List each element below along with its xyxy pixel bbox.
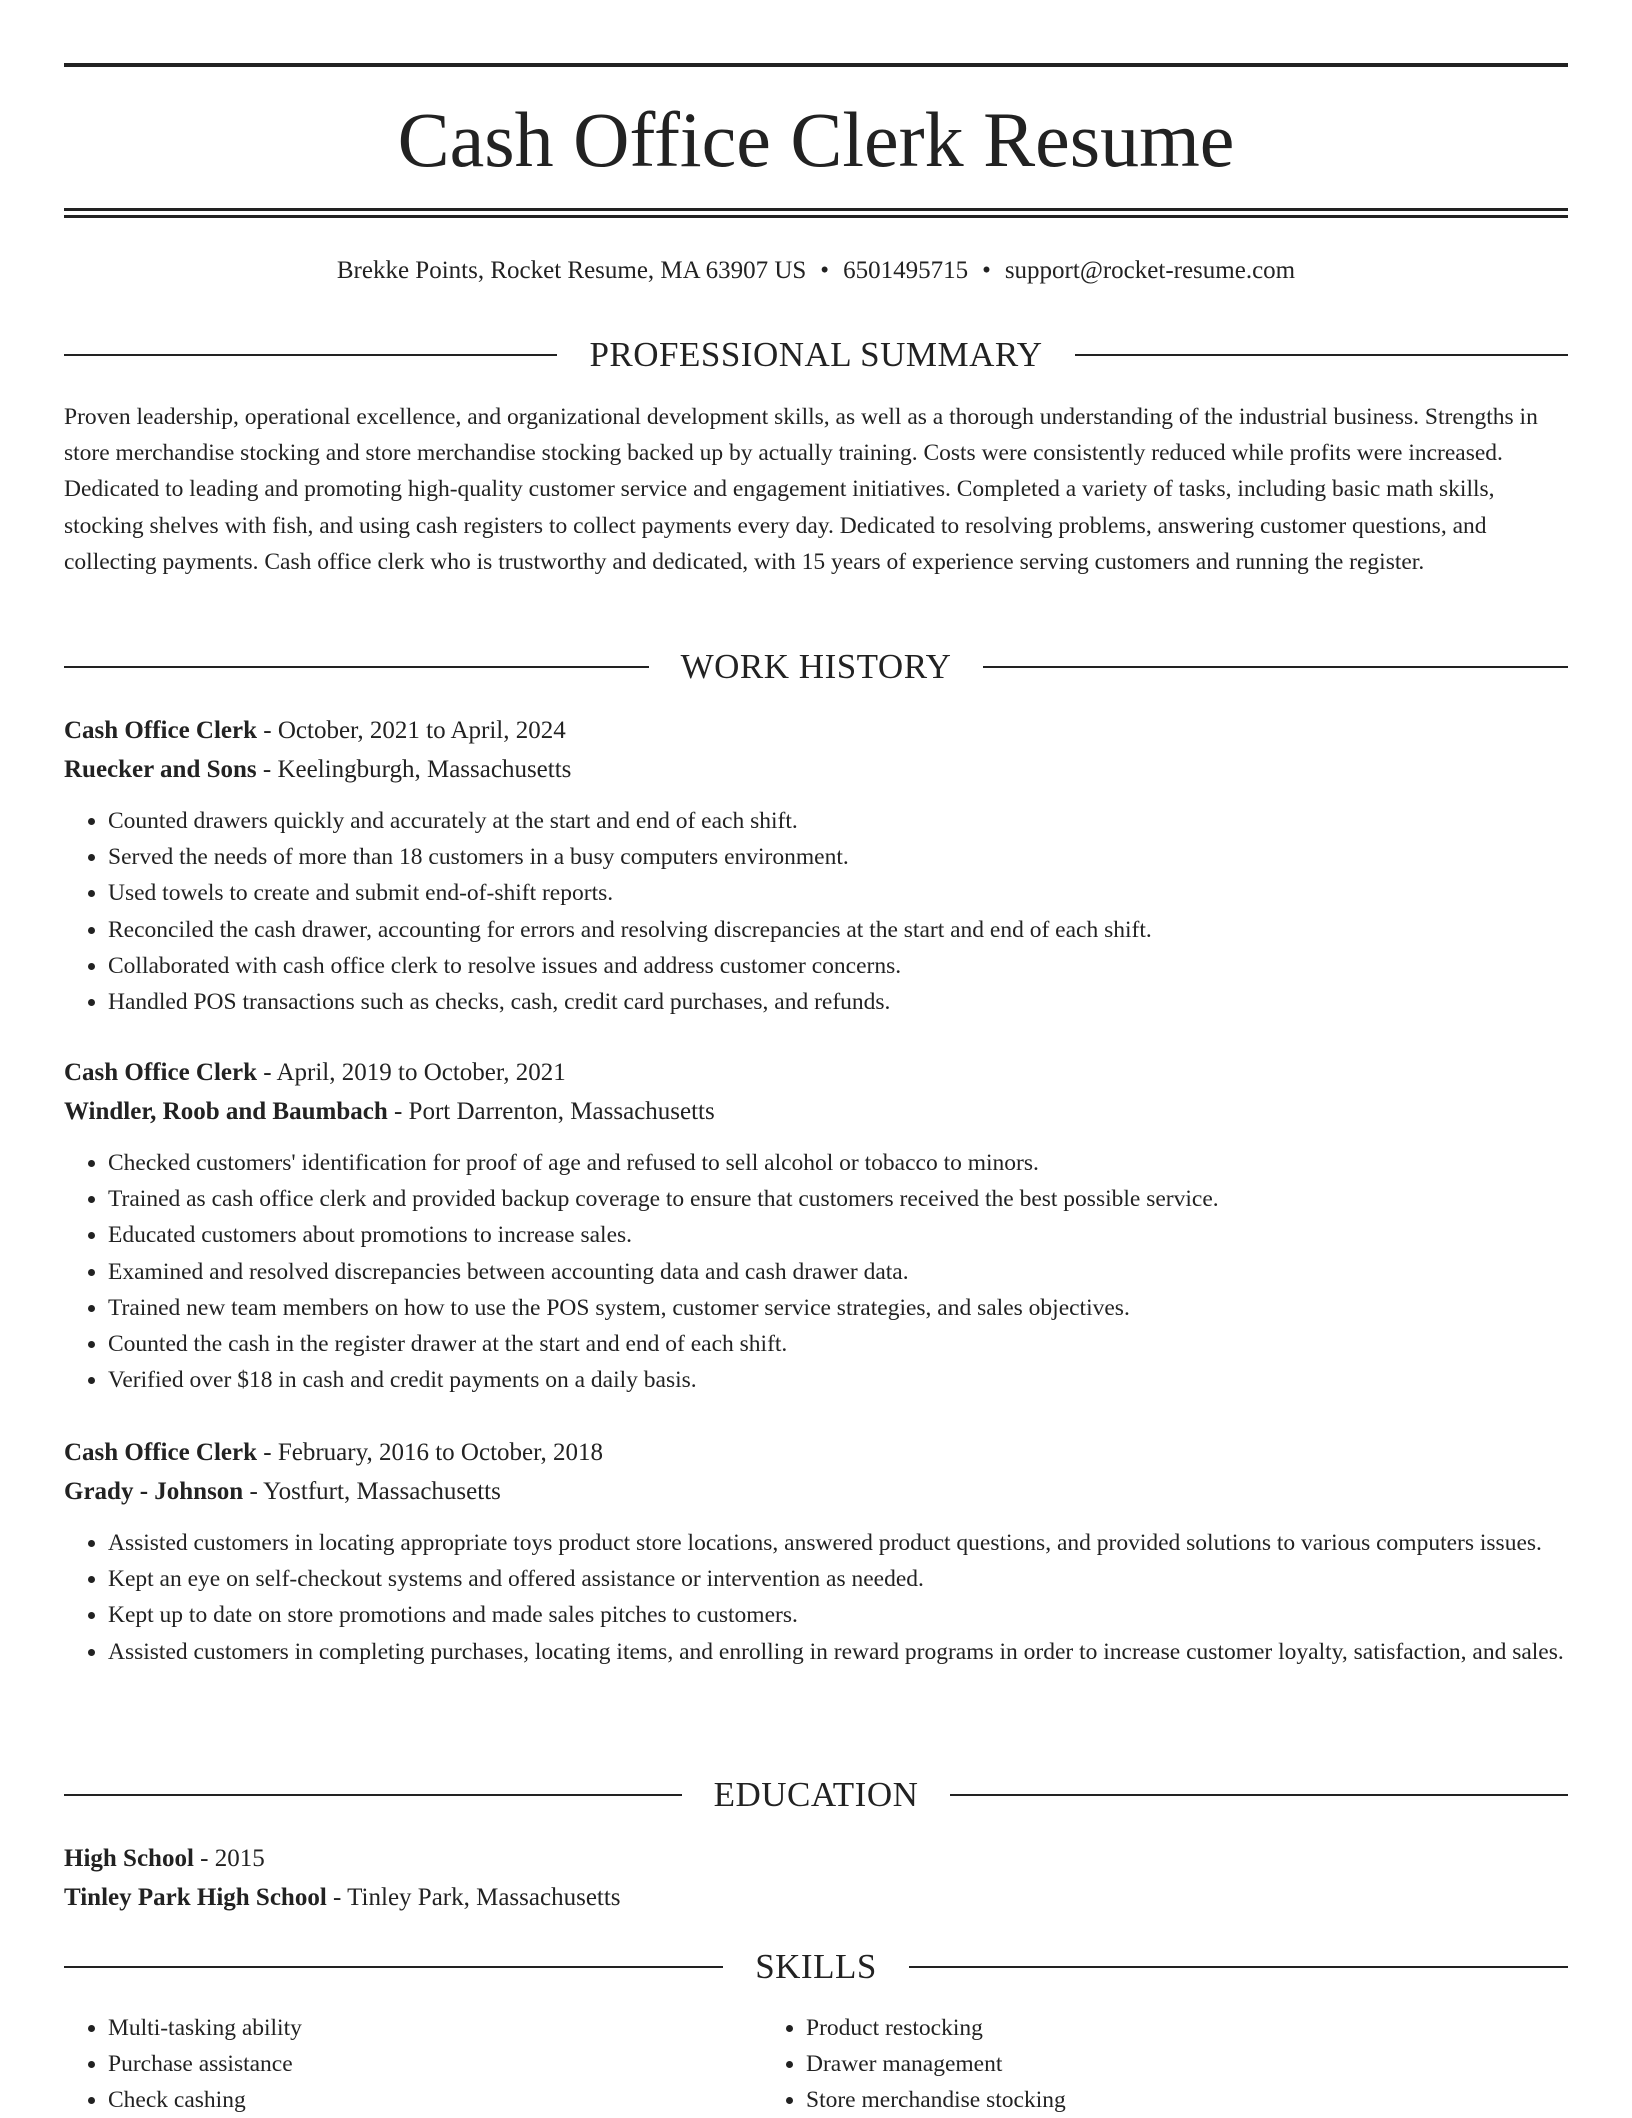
education-degree: High School [64, 1845, 194, 1872]
section-title: WORK HISTORY [680, 647, 952, 686]
job-company-line [64, 750, 1568, 789]
job-company: Grady - Johnson [64, 1478, 244, 1505]
job-entry [64, 1053, 1568, 1398]
list-item: • Verified over $18 in cash and credit payments on a daily basis. [108, 1362, 1568, 1398]
list-item: • Trained as cash office clerk and provided backup coverage to ensure that customers received the best possible service. [108, 1181, 1568, 1217]
list-item: • Purchase assistance [108, 2046, 762, 2082]
list-item: • Examined and resolved discrepancies between accounting data and cash drawer data. [108, 1254, 1568, 1290]
job-company: Ruecker and Sons [64, 756, 257, 783]
section-title: PROFESSIONAL SUMMARY [589, 335, 1043, 374]
job-title: Cash Office Clerk [64, 1059, 258, 1086]
job-location: - Port Darrenton, Massachusetts [387, 1098, 715, 1125]
section-heading-work [64, 645, 1568, 689]
list-item: • Product restocking [806, 2010, 1066, 2046]
list-item: • Handled POS transactions such as checks, cash, credit card purchases, and refunds. [108, 984, 1568, 1020]
section-heading-skills [64, 1945, 1568, 1989]
section-title: EDUCATION [713, 1775, 919, 1814]
contact-email: support@rocket-resume.com [1004, 257, 1296, 284]
job-company: Windler, Roob and Baumbach [64, 1098, 388, 1125]
contact-phone: 6501495715 [843, 257, 969, 284]
skills-column-right [762, 2010, 1066, 2118]
job-bullets [64, 803, 1568, 1020]
list-item: • Trained new team members on how to use the POS system, customer service strategies, and sales objectives. [108, 1290, 1568, 1326]
job-company-line [64, 1092, 1568, 1131]
section-title: SKILLS [755, 1947, 877, 1986]
list-item: • Assisted customers in completing purchases, locating items, and enrolling in reward programs in order to increase customer loyalty, satisfaction, and sales. [108, 1634, 1568, 1670]
summary-paragraph: Proven leadership, operational excellence, and organizational development skills, as well as a thorough understanding of the industrial business. Strengths in store merchandise stocking and store merchandise stocking backed up by actually training. Costs were consistently reduced while profits were increased. Dedicated to leading and promoting high-quality customer service and engagement initiatives. Completed a variety of tasks, including basic math skills, stocking shelves with fish, and using cash registers to collect payments every day. Dedicated to resolving problems, answering customer questions, and collecting payments. Cash office clerk who is trustworthy and dedicated, with 15 years of experience serving customers and running the register. [64, 404, 1538, 575]
list-item: • Served the needs of more than 18 customers in a busy computers environment. [108, 839, 1568, 875]
list-item: • Multi-tasking ability [108, 2010, 762, 2046]
list-item: • Reconciled the cash drawer, accounting for errors and resolving discrepancies at the start and end of each shift. [108, 912, 1568, 948]
list-item: • Kept up to date on store promotions and made sales pitches to customers. [108, 1597, 1568, 1633]
title-double-rule [64, 208, 1568, 218]
heading-rule-left [64, 1966, 723, 1968]
page-title: Cash Office Clerk Resume [397, 96, 1235, 183]
job-title: Cash Office Clerk [64, 1439, 258, 1466]
list-item: • Checked customers' identification for proof of age and refused to sell alcohol or tobacco to minors. [108, 1145, 1568, 1181]
job-entry [64, 711, 1568, 1020]
list-item: • Kept an eye on self-checkout systems and offered assistance or intervention as needed. [108, 1561, 1568, 1597]
list-item: • Assisted customers in locating appropriate toys product store locations, answered product questions, and provided solutions to various computers issues. [108, 1525, 1568, 1561]
job-dates: - October, 2021 to April, 2024 [257, 717, 566, 744]
top-rule [64, 63, 1568, 67]
education-entry [64, 1839, 1568, 1917]
list-item: • Used towels to create and submit end-of-shift reports. [108, 875, 1568, 911]
list-item: • Check cashing [108, 2082, 762, 2118]
job-location: - Keelingburgh, Massachusetts [256, 756, 572, 783]
heading-rule-right [1075, 354, 1568, 356]
job-company-line [64, 1472, 1568, 1511]
contact-separator: • [982, 257, 991, 284]
skills-column-left [64, 2010, 762, 2118]
education-school-line [64, 1878, 1568, 1917]
list-item: • Drawer management [806, 2046, 1066, 2082]
list-item: • Store merchandise stocking [806, 2082, 1066, 2118]
job-dates: - February, 2016 to October, 2018 [257, 1439, 603, 1466]
education-location: - Tinley Park, Massachusetts [326, 1884, 621, 1911]
education-degree-line [64, 1839, 1568, 1878]
list-item: • Counted drawers quickly and accurately at the start and end of each shift. [108, 803, 1568, 839]
job-title: Cash Office Clerk [64, 717, 258, 744]
heading-rule-left [64, 1794, 682, 1796]
section-heading-summary [64, 333, 1568, 377]
heading-rule-left [64, 354, 557, 356]
heading-rule-right [983, 666, 1568, 668]
heading-rule-right [909, 1966, 1568, 1968]
contact-line [64, 254, 1568, 288]
skills-list [64, 2010, 1568, 2118]
contact-address: Brekke Points, Rocket Resume, MA 63907 US [336, 257, 807, 284]
job-bullets [64, 1525, 1568, 1670]
contact-separator: • [820, 257, 830, 284]
job-title-line [64, 1053, 1568, 1092]
heading-rule-right [950, 1794, 1568, 1796]
job-bullets [64, 1145, 1568, 1398]
education-year: - 2015 [193, 1845, 265, 1872]
job-location: - Yostfurt, Massachusetts [243, 1478, 501, 1505]
list-item: • Counted the cash in the register drawer at the start and end of each shift. [108, 1326, 1568, 1362]
heading-rule-left [64, 666, 649, 668]
job-title-line [64, 1433, 1568, 1472]
list-item: • Collaborated with cash office clerk to resolve issues and address customer concerns. [108, 948, 1568, 984]
education-school: Tinley Park High School [64, 1884, 327, 1911]
job-title-line [64, 711, 1568, 750]
job-dates: - April, 2019 to October, 2021 [257, 1059, 566, 1086]
job-entry [64, 1433, 1568, 1670]
section-heading-education [64, 1773, 1568, 1817]
list-item: • Educated customers about promotions to increase sales. [108, 1217, 1568, 1253]
